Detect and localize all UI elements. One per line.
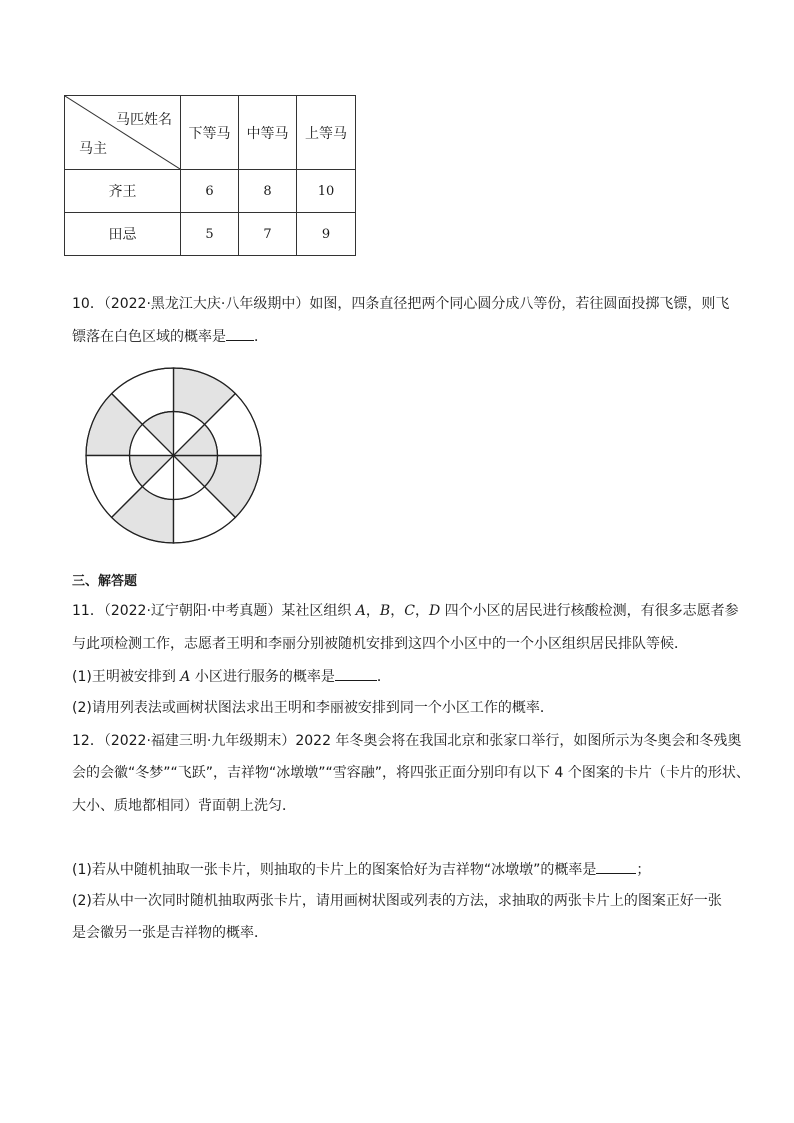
q12-part-2-line-2: 是会徽另一张是吉祥物的概率．	[72, 925, 268, 941]
q11-sep: ，	[414, 603, 429, 619]
q12-part-2-line-1: (2)若从中一次同时随机抽取两张卡片，请用画树状图或列表的方法，求抽取的两张卡片上的图案正好一张	[72, 893, 722, 909]
q11-part1-text: (1)王明被安排到	[72, 669, 181, 685]
var-a: A	[355, 603, 366, 619]
value-cell: 9	[297, 213, 356, 256]
owner-cell: 田忌	[65, 213, 181, 256]
q11-sep: ，	[390, 603, 405, 619]
q11-part-2: (2)请用列表法或画树状图法求出王明和李丽被安排到同一个小区工作的概率．	[72, 700, 554, 716]
value-cell: 8	[239, 170, 297, 213]
q11-text: 11．（2022·辽宁朝阳·中考真题）某社区组织	[72, 603, 356, 619]
table-corner-cell	[65, 96, 181, 170]
value-cell: 10	[297, 170, 356, 213]
column-header: 上等马	[297, 96, 356, 170]
var-a: A	[180, 669, 191, 685]
table-row	[65, 170, 356, 213]
answer-blank	[335, 666, 377, 681]
q10-line-2-text: 镖落在白色区域的概率是	[72, 329, 226, 345]
q12-line-2: 会的会徽“冬梦”“飞跃”，吉祥物“冰墩墩”“雪容融”，将四张正面分别印有以下 4 个图案的卡片（卡片的形状、	[72, 765, 750, 781]
value-cell: 6	[181, 170, 239, 213]
value-cell: 5	[181, 213, 239, 256]
corner-bottom-label: 马主	[79, 141, 107, 157]
q10-line-2	[72, 326, 268, 347]
q12-line-1: 12．（2022·福建三明·九年级期末）2022 年冬奥会将在我国北京和张家口举行，如图所示为冬奥会和冬残奥	[72, 733, 742, 749]
answer-blank	[596, 859, 636, 874]
q10-line-2-end: ．	[254, 329, 268, 345]
table-header-row	[65, 96, 356, 170]
q11-line-2: 与此项检测工作，志愿者王明和李丽分别被随机安排到这四个小区中的一个小区组织居民排队等候．	[72, 636, 688, 652]
answer-blank	[226, 326, 254, 341]
q11-sep: ，	[365, 603, 380, 619]
q11-part-1	[72, 666, 391, 687]
var-b: B	[379, 603, 391, 619]
q11-text: 四个小区的居民进行核酸检测，有很多志愿者参	[440, 603, 739, 619]
q11-line-1	[72, 601, 739, 621]
column-header: 下等马	[181, 96, 239, 170]
q12-part1-end: ；	[636, 862, 651, 878]
var-c: C	[404, 603, 415, 619]
owner-cell: 齐王	[65, 170, 181, 213]
q12-line-3: 大小、质地都相同）背面朝上洗匀．	[72, 798, 296, 814]
table-row	[65, 213, 356, 256]
q12-part-1	[72, 859, 650, 880]
q11-part1-end: ．	[376, 669, 391, 685]
concentric-circles-figure	[84, 366, 263, 545]
q10-line-1: 10．（2022·黑龙江大庆·八年级期中）如图，四条直径把两个同心圆分成八等份，若往圆面投掷飞镖，则飞	[72, 296, 730, 312]
column-header: 中等马	[239, 96, 297, 170]
value-cell: 7	[239, 213, 297, 256]
corner-diagonal	[65, 96, 180, 169]
var-d: D	[428, 603, 441, 619]
horse-table	[64, 95, 356, 256]
q12-part1-text: (1)若从中随机抽取一张卡片，则抽取的卡片上的图案恰好为吉祥物“冰墩墩”的概率是	[72, 862, 597, 878]
corner-top-label: 马匹姓名	[116, 112, 172, 128]
q11-part1-text: 小区进行服务的概率是	[190, 669, 335, 685]
section-title: 三、解答题	[72, 574, 138, 589]
